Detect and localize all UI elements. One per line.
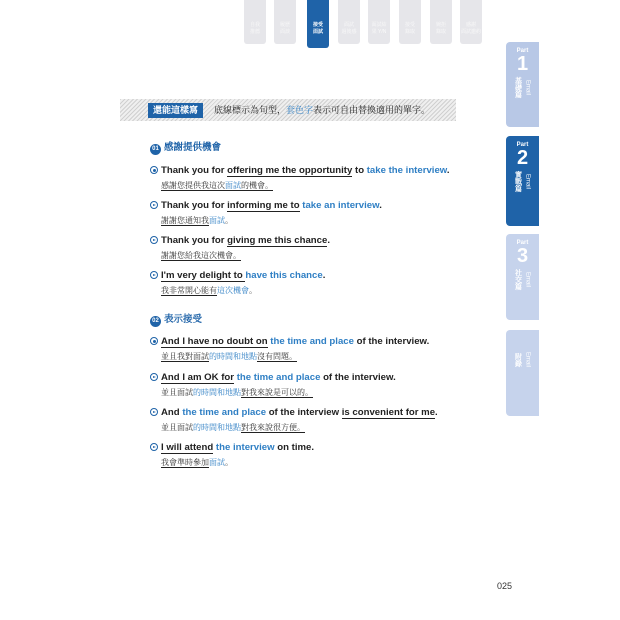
- translation-text: 沒有問題。: [257, 352, 297, 361]
- side-tab-title: [513, 77, 533, 98]
- tab-label: 面試: [312, 29, 323, 35]
- sentence-text: on time.: [274, 442, 315, 453]
- tab-label: 推薦: [249, 29, 260, 35]
- translation-pattern: 感謝您提供我這次: [161, 181, 225, 190]
- side-tab-part-2[interactable]: [506, 136, 539, 226]
- tab-after-interview[interactable]: [338, 0, 360, 44]
- bullet-circle-icon: [150, 166, 158, 174]
- sentence-text: Thank you for: [161, 235, 228, 246]
- phrase-item: [150, 234, 490, 262]
- page: [80, 0, 540, 620]
- sentence-text: .: [327, 235, 330, 246]
- phrase-item: [150, 269, 490, 297]
- side-tab-part-number: 1: [516, 53, 529, 75]
- tab-label: 面談: [279, 29, 290, 35]
- section-number-badge: 01: [150, 144, 161, 155]
- translation-replaceable: 面試: [209, 216, 225, 225]
- tab-label: 果 Y/N: [371, 29, 387, 35]
- side-tab-email-label: Email: [524, 271, 531, 287]
- chinese-translation: [161, 422, 490, 434]
- english-sentence: [150, 199, 490, 212]
- sentence-pattern: And I am OK for: [161, 372, 235, 383]
- play-arrow-icon: [150, 408, 158, 416]
- sentence-replaceable: the time and place: [236, 372, 321, 383]
- translation-replaceable: 的時間和地點: [209, 352, 257, 361]
- translation-replaceable: 的時間和地點: [193, 423, 241, 432]
- sentence-text: of the interview.: [320, 372, 396, 383]
- sentence-text: of the interview.: [353, 336, 430, 347]
- phrase-item: [150, 164, 490, 192]
- tab-label: 接受: [404, 22, 415, 28]
- side-tab-appendix[interactable]: [506, 330, 539, 416]
- tip-header-text: [214, 103, 430, 118]
- tab-label: 錄取: [435, 29, 446, 35]
- tab-label: 履歷: [279, 22, 290, 28]
- tip-text-highlight: 套色字: [286, 105, 314, 115]
- tab-accept-offer[interactable]: [399, 0, 421, 44]
- translation-text: 。: [225, 216, 233, 225]
- chinese-translation: [161, 250, 490, 262]
- english-sentence: [150, 335, 490, 348]
- play-arrow-icon: [150, 201, 158, 209]
- chinese-translation: [161, 285, 490, 297]
- translation-replaceable: 這次機會: [217, 286, 249, 295]
- translation-text: 的機會。: [241, 181, 273, 190]
- side-tab-title: [513, 269, 533, 290]
- side-tab-title-text: 社交篇: [514, 269, 522, 290]
- translation-pattern: 謝謝您給我這次機會。: [161, 251, 241, 260]
- sentence-text: .: [435, 407, 438, 418]
- sentence-pattern: offering me the opportunity: [227, 165, 353, 176]
- sentence-replaceable: have this chance: [245, 270, 323, 281]
- chinese-translation: [161, 457, 490, 469]
- chinese-translation: [161, 215, 490, 227]
- play-arrow-icon: [150, 443, 158, 451]
- translation-pattern: 並且我對面試: [161, 352, 209, 361]
- chinese-translation: [161, 387, 490, 399]
- play-arrow-icon: [150, 236, 158, 244]
- tab-label: 過後感: [341, 29, 357, 35]
- translation-pattern: 對我來說很方便。: [241, 423, 305, 432]
- side-tab-email-label: Email: [524, 173, 531, 189]
- english-sentence: [150, 269, 490, 282]
- translation-replaceable: 面試: [209, 458, 225, 467]
- sentence-text: And: [161, 407, 183, 418]
- side-tab-part-label: Part: [516, 48, 529, 54]
- tab-label: 接受: [312, 22, 323, 28]
- tip-header: [120, 99, 456, 121]
- english-sentence: [150, 406, 490, 419]
- sentence-text: .: [322, 270, 326, 281]
- tab-label: 錄取: [404, 29, 415, 35]
- tab-label: 面試: [343, 22, 354, 28]
- sentence-replaceable: the interview: [215, 442, 275, 453]
- sentence-pattern: I'm very delight to: [161, 270, 246, 281]
- side-tab-part-3[interactable]: [506, 234, 539, 320]
- sentence-text: Thank you for: [161, 200, 228, 211]
- play-arrow-icon: [150, 271, 158, 279]
- play-arrow-icon: [150, 373, 158, 381]
- sentence-replaceable: take an interview: [302, 200, 380, 211]
- sentence-text: .: [446, 165, 450, 176]
- phrase-item: [150, 371, 490, 399]
- english-sentence: [150, 234, 490, 247]
- tab-label: 面試邀約: [460, 29, 481, 35]
- tab-decline-offer[interactable]: [430, 0, 452, 44]
- tab-label: 自我: [249, 22, 260, 28]
- side-tab-email-label: Email: [524, 79, 531, 95]
- english-sentence: [150, 371, 490, 384]
- translation-pattern: 我非常開心能有: [161, 286, 217, 295]
- translation-text: 。: [249, 286, 257, 295]
- side-tab-email-label: Email: [524, 352, 531, 368]
- sentence-text: of the interview: [266, 407, 342, 418]
- english-sentence: [150, 164, 490, 177]
- sentence-text: .: [379, 200, 382, 211]
- tip-text-part: 底線標示為句型，: [214, 105, 287, 115]
- tab-label: 婉拒: [435, 22, 446, 28]
- side-tab-part-1[interactable]: [506, 42, 539, 127]
- sentence-pattern: And I have no doubt on: [161, 336, 268, 347]
- chinese-translation: [161, 351, 490, 363]
- english-sentence: [150, 441, 490, 454]
- side-tab-part-label: Part: [516, 142, 529, 148]
- tab-label: 感謝: [465, 22, 476, 28]
- tab-label: 面試結: [371, 22, 387, 28]
- tab-thank-invitation[interactable]: [460, 0, 482, 44]
- section-title-text: 感謝提供機會: [164, 142, 222, 153]
- side-tab-title-text: 實戰篇: [514, 171, 522, 192]
- side-tab-title: [513, 352, 533, 367]
- translation-replaceable: 面試: [225, 181, 241, 190]
- tab-interview-result[interactable]: [368, 0, 390, 44]
- side-tab-title-text: 基礎篇: [514, 77, 522, 98]
- translation-text: 並且面試: [161, 388, 193, 397]
- bullet-circle-icon: [150, 337, 158, 345]
- translation-pattern: 我會準時參加: [161, 458, 209, 467]
- phrase-item: [150, 199, 490, 227]
- section-title: [150, 141, 221, 155]
- phrase-item: [150, 441, 490, 469]
- sentence-replaceable: the time and place: [270, 336, 354, 347]
- tip-text-part: 表示可自由替換適用的單字。: [313, 105, 431, 115]
- section-title: [150, 313, 202, 327]
- translation-pattern: 謝謝您通知我: [161, 216, 209, 225]
- tab-resume[interactable]: [274, 0, 296, 44]
- sentence-pattern: is convenient for me: [341, 407, 436, 418]
- section-title-text: 表示接受: [164, 314, 203, 325]
- translation-text: 。: [225, 458, 233, 467]
- page-number: 025: [497, 581, 513, 591]
- sentence-replaceable: take the interview: [366, 165, 447, 176]
- sentence-replaceable: the time and place: [182, 407, 267, 418]
- chinese-translation: [161, 180, 490, 192]
- tab-accept-interview[interactable]: [307, 0, 329, 48]
- sentence-text: Thank you for: [161, 165, 228, 176]
- section-number-badge: 02: [150, 316, 161, 327]
- phrase-item: [150, 406, 490, 434]
- side-tab-part-number: 2: [516, 147, 529, 169]
- sentence-pattern: I will attend: [161, 442, 214, 453]
- sentence-text: to: [352, 165, 367, 176]
- side-tab-title-text: 附錄: [514, 352, 522, 367]
- phrase-item: [150, 335, 490, 363]
- translation-text: 並且面試: [161, 423, 193, 432]
- sentence-pattern: informing me to: [227, 200, 300, 211]
- side-tab-part-label: Part: [516, 240, 529, 246]
- side-tab-part-number: 3: [516, 245, 529, 267]
- translation-replaceable: 的時間和地點: [193, 388, 241, 397]
- sentence-pattern: giving me this chance: [227, 235, 328, 246]
- tip-header-tag: 還能這樣寫: [148, 103, 203, 118]
- tab-self-recommend[interactable]: [244, 0, 266, 44]
- side-tab-title: [513, 171, 533, 192]
- translation-pattern: 對我來說是可以的。: [241, 388, 313, 397]
